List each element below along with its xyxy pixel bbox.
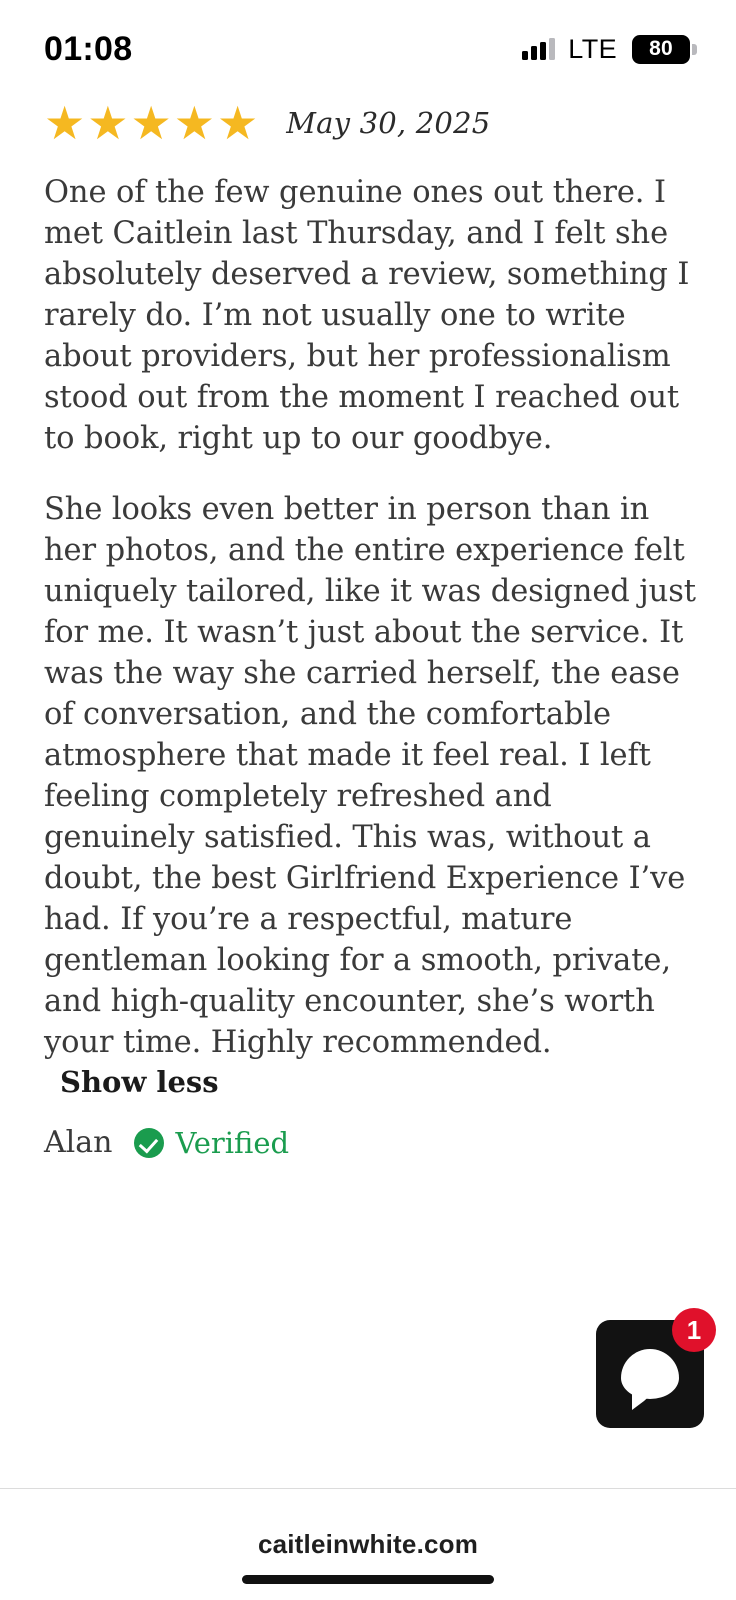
site-url-label[interactable]: caitleinwhite.com — [257, 1529, 479, 1559]
show-less-toggle[interactable]: Show less — [60, 1065, 219, 1099]
status-bar — [0, 0, 736, 92]
check-circle-icon — [134, 1128, 164, 1158]
battery-icon — [632, 35, 690, 64]
review-body — [44, 172, 698, 1099]
network-type-label: LTE — [568, 33, 617, 64]
chat-unread-badge: 1 — [672, 1308, 716, 1352]
review-card — [0, 92, 736, 1488]
reviewer-row — [44, 1125, 698, 1160]
star-icon: ★ — [217, 97, 259, 149]
verified-label: Verified — [175, 1125, 290, 1160]
review-paragraph: She looks even better in person than in her photos, and the entire experience felt uniquely tailored, like it was designed just for me. It wasn’t just about the service. It was the way she carried herself, the ease of conversation, and the comfortable atmosphere that made it feel real. I left feeling completely refreshed and genuinely satisfied. This was, without a doubt, the best Girlfriend Experience I’ve had. If you’re a respectful, mature gentleman looking for a smooth, private, and high-quality encounter, she’s worth your time. Highly recommended. — [44, 492, 696, 1060]
chat-widget-button[interactable] — [596, 1314, 704, 1428]
home-indicator[interactable] — [242, 1575, 494, 1584]
signal-bars-icon — [522, 38, 555, 60]
battery-level-label: 80 — [649, 37, 673, 60]
status-time: 01:08 — [44, 29, 133, 68]
chat-bubble-icon — [621, 1349, 679, 1399]
review-paragraph: One of the few genuine ones out there. I met Caitlein last Thursday, and I felt she absolutely deserved a review, something I rarely do. I’m not usually one to write about providers, but her professionalism stood out from the moment I reached out to book, right up to our goodbye. — [44, 175, 690, 456]
review-header — [44, 97, 698, 149]
review-date: May 30, 2025 — [286, 106, 491, 140]
star-icon: ★ — [87, 97, 129, 149]
rating-stars — [44, 97, 259, 149]
star-icon: ★ — [173, 97, 215, 149]
status-badge — [134, 1126, 289, 1160]
star-icon: ★ — [130, 97, 172, 149]
status-indicators — [522, 28, 690, 65]
star-icon: ★ — [44, 97, 86, 149]
reviewer-name: Alan — [44, 1125, 113, 1160]
browser-address-bar[interactable] — [0, 1488, 736, 1600]
